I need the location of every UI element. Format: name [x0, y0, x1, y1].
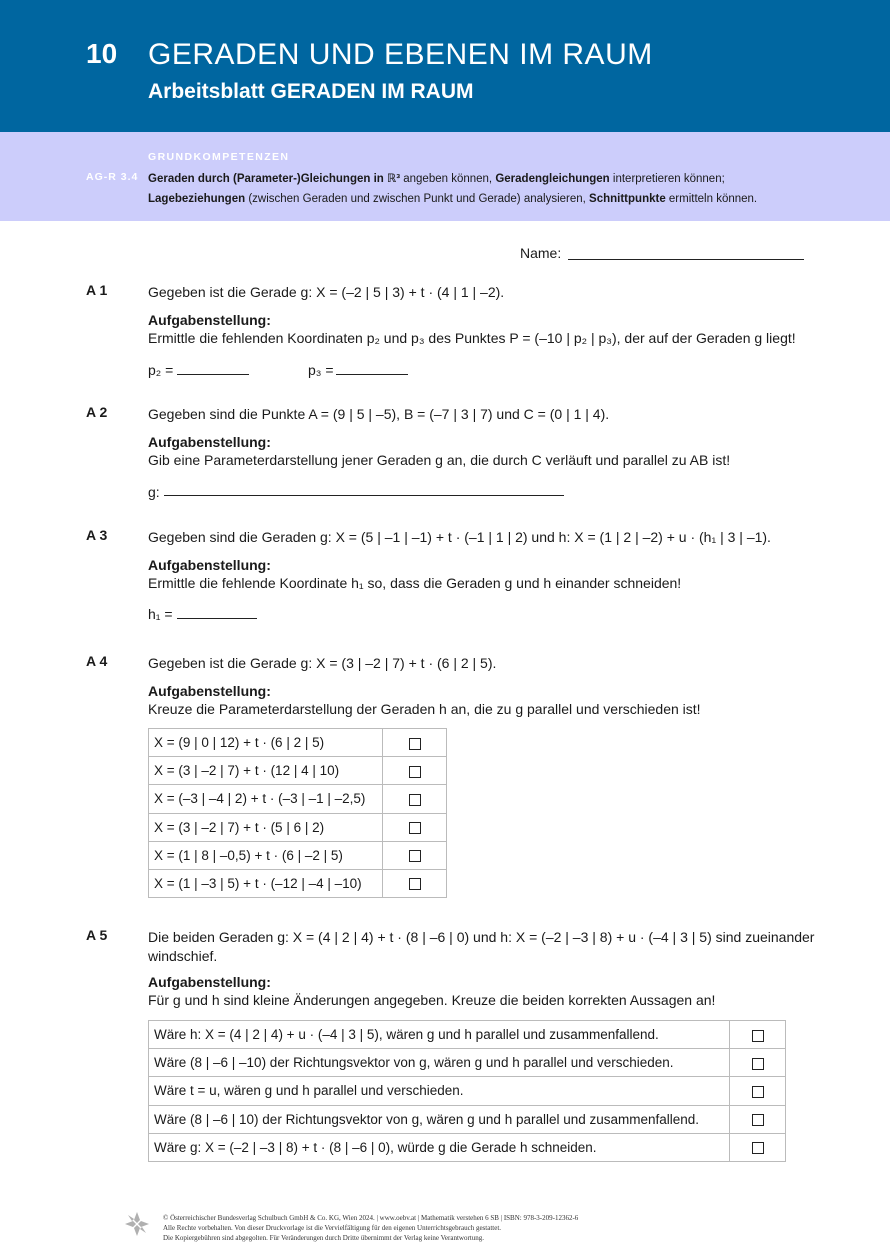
option-text: Wäre (8 | –6 | 10) der Richtungsvektor von g, wären g und h parallel und zusammenfallend.	[149, 1105, 730, 1133]
task-label-a5: A 5	[86, 927, 108, 943]
task-a2-instruction: Gib eine Parameterdarstellung jener Geraden g an, die durch C verläuft und parallel zu AB ist!	[148, 452, 731, 468]
answer-field-g[interactable]	[164, 495, 564, 496]
task-a2-given: Gegeben sind die Punkte A = (9 | 5 | –5), B = (–7 | 3 | 7) und C = (0 | 1 | 4).	[148, 406, 610, 422]
option-checkbox[interactable]	[409, 794, 421, 806]
copyright-notice: © Österreichischer Bundesverlag Schulbuch GmbH & Co. KG, Wien 2024. | www.oebv.at | Mathematik verstehen 6 SB | ISBN: 978-3-209-12362-6 Alle Rechte vorbehalten. Von dieser Druckvorlage ist die Vervielfältigung für den eigenen Unterrichtsgebrauch gestattet. Die Kopiergebühren sind abgegolten. Für Veränderungen durch Dritte übernimmt der Verlag keine Verantwortung.	[163, 1214, 579, 1242]
option-checkbox[interactable]	[752, 1142, 764, 1154]
option-text: X = (1 | –3 | 5) + t · (–12 | –4 | –10)	[149, 869, 383, 897]
answer-label-g: g:	[148, 484, 160, 500]
competency-description: Geraden durch (Parameter-)Gleichungen in ℝ³ angeben können, Geradengleichungen interpretieren können; Lagebeziehungen (zwischen Geraden und zwischen Punkt und Gerade) analysieren, Schnittpunkte ermitteln können.	[148, 173, 758, 205]
answer-label-p3: p₃ =	[308, 362, 334, 378]
name-field[interactable]	[568, 259, 804, 260]
answer-field-h1[interactable]	[177, 618, 257, 619]
list-item	[149, 757, 447, 785]
competencies-heading: GRUNDKOMPETENZEN	[148, 151, 290, 163]
task-a4-instruction: Kreuze die Parameterdarstellung der Geraden h an, die zu g parallel und verschieden ist!	[148, 701, 701, 717]
name-label: Name:	[520, 245, 562, 261]
option-checkbox[interactable]	[752, 1086, 764, 1098]
chapter-number: 10	[86, 38, 118, 69]
task-a5-given-line2: windschief.	[148, 948, 218, 964]
worksheet-title: Arbeitsblatt GERADEN IM RAUM	[148, 80, 474, 103]
task-label-a3: A 3	[86, 527, 108, 543]
task-a5-instruction: Für g und h sind kleine Änderungen angegeben. Kreuze die beiden korrekten Aussagen an!	[148, 992, 716, 1008]
option-checkbox[interactable]	[409, 850, 421, 862]
list-item	[149, 1077, 786, 1105]
option-checkbox[interactable]	[752, 1030, 764, 1042]
option-checkbox[interactable]	[409, 822, 421, 834]
list-item	[149, 1021, 786, 1049]
task-a1-instruction: Ermittle die fehlenden Koordinaten p₂ und p₃ des Punktes P = (–10 | p₂ | p₃), der auf der Geraden g liegt!	[148, 330, 796, 346]
list-item	[149, 813, 447, 841]
publisher-logo-icon	[124, 1211, 150, 1237]
option-text: X = (3 | –2 | 7) + t · (12 | 4 | 10)	[149, 757, 383, 785]
list-item	[149, 841, 447, 869]
chapter-header	[0, 0, 890, 132]
option-text: X = (3 | –2 | 7) + t · (5 | 6 | 2)	[149, 813, 383, 841]
competency-code: AG-R 3.4	[86, 171, 139, 183]
option-checkbox[interactable]	[752, 1114, 764, 1126]
task-a3-given: Gegeben sind die Geraden g: X = (5 | –1 | –1) + t · (–1 | 1 | 2) und h: X = (1 | 2 | –2) + u · (h₁ | 3 | –1).	[148, 529, 771, 545]
list-item	[149, 729, 447, 757]
task-a5-given-line1: Die beiden Geraden g: X = (4 | 2 | 4) + t · (8 | –6 | 0) und h: X = (–2 | –3 | 8) + u · (–4 | 3 | 5) sind zueinander	[148, 929, 815, 945]
option-text: Wäre g: X = (–2 | –3 | 8) + t · (8 | –6 | 0), würde g die Gerade h schneiden.	[149, 1133, 730, 1161]
option-text: Wäre (8 | –6 | –10) der Richtungsvektor von g, wären g und h parallel und verschieden.	[149, 1049, 730, 1077]
option-checkbox[interactable]	[752, 1058, 764, 1070]
competencies-box	[0, 132, 890, 221]
list-item	[149, 1105, 786, 1133]
task-a4-options	[148, 728, 447, 898]
option-text: Wäre t = u, wären g und h parallel und verschieden.	[149, 1077, 730, 1105]
option-checkbox[interactable]	[409, 738, 421, 750]
option-text: X = (9 | 0 | 12) + t · (6 | 2 | 5)	[149, 729, 383, 757]
answer-label-p2: p₂ =	[148, 362, 174, 378]
task-a4-heading: Aufgabenstellung:	[148, 683, 271, 699]
list-item	[149, 785, 447, 813]
task-a3-heading: Aufgabenstellung:	[148, 557, 271, 573]
task-label-a2: A 2	[86, 404, 108, 420]
task-a2-heading: Aufgabenstellung:	[148, 434, 271, 450]
list-item	[149, 1133, 786, 1161]
option-checkbox[interactable]	[409, 878, 421, 890]
option-text: Wäre h: X = (4 | 2 | 4) + u · (–4 | 3 | 5), wären g und h parallel und zusammenfallend.	[149, 1021, 730, 1049]
chapter-title: GERADEN UND EBENEN IM RAUM	[148, 38, 653, 71]
list-item	[149, 869, 447, 897]
task-a1-given: Gegeben ist die Gerade g: X = (–2 | 5 | 3) + t · (4 | 1 | –2).	[148, 284, 505, 300]
option-checkbox[interactable]	[409, 766, 421, 778]
answer-label-h1: h₁ =	[148, 606, 173, 622]
answer-field-p2[interactable]	[177, 374, 249, 375]
task-a3-instruction: Ermittle die fehlende Koordinate h₁ so, dass die Geraden g und h einander schneiden!	[148, 575, 682, 591]
option-text: X = (1 | 8 | –0,5) + t · (6 | –2 | 5)	[149, 841, 383, 869]
task-label-a1: A 1	[86, 282, 108, 298]
task-label-a4: A 4	[86, 653, 108, 669]
task-a4-given: Gegeben ist die Gerade g: X = (3 | –2 | 7) + t · (6 | 2 | 5).	[148, 655, 497, 671]
task-a5-heading: Aufgabenstellung:	[148, 974, 271, 990]
option-text: X = (–3 | –4 | 2) + t · (–3 | –1 | –2,5)	[149, 785, 383, 813]
list-item	[149, 1049, 786, 1077]
task-a5-options	[148, 1020, 786, 1162]
answer-field-p3[interactable]	[336, 374, 408, 375]
task-a1-heading: Aufgabenstellung:	[148, 312, 271, 328]
